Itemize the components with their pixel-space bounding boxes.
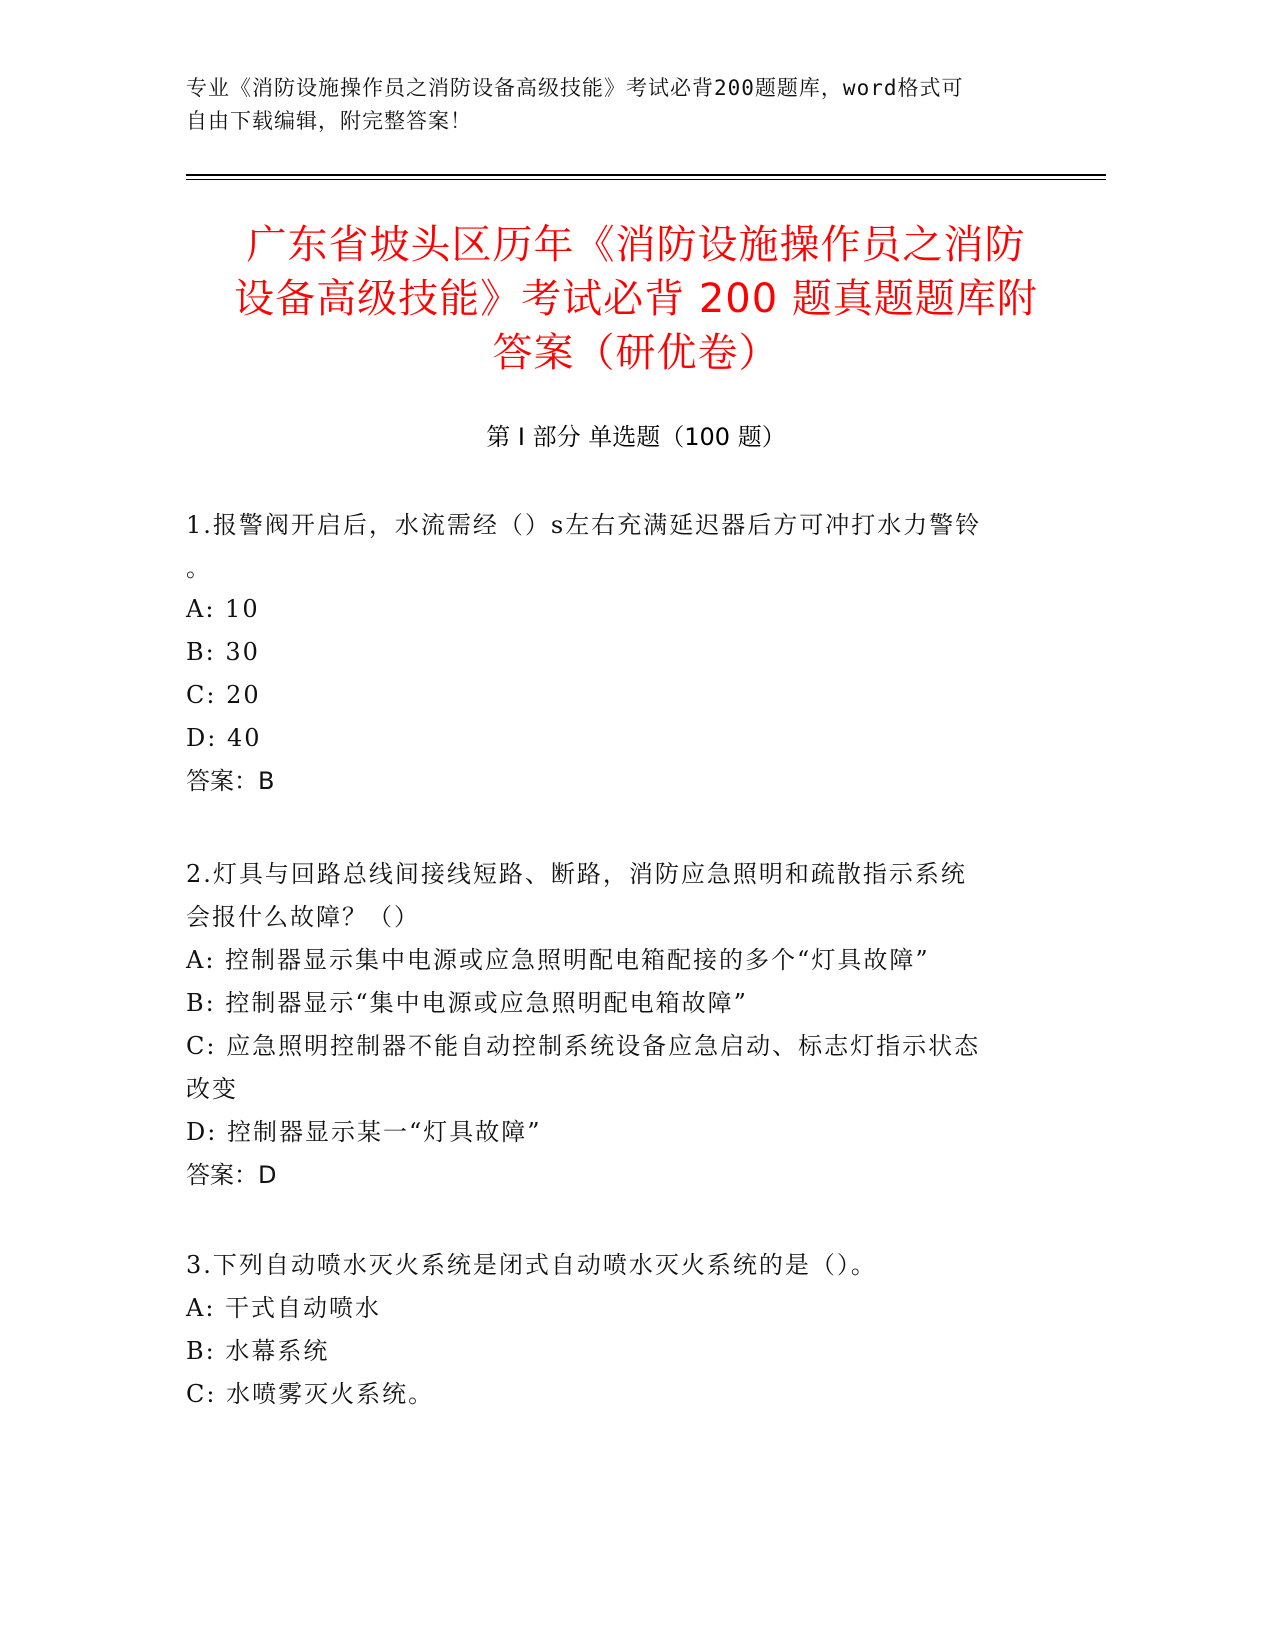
question-2: [186, 853, 1056, 1197]
option-c: C: 水喷雾灭火系统。: [186, 1380, 435, 1408]
option-d: D: 控制器显示某一“灯具故障”: [186, 1118, 542, 1146]
answer-label: 答案：B: [186, 767, 275, 795]
question-stem: 3.下列自动喷水灭火系统是闭式自动喷水灭火系统的是（）。: [186, 1251, 877, 1279]
question-stem: 2.灯具与回路总线间接线短路、断路，消防应急照明和疏散指示系统: [186, 860, 967, 888]
option-b: B: 控制器显示“集中电源或应急照明配电箱故障”: [186, 989, 748, 1017]
option-c-cont: 改变: [186, 1075, 238, 1103]
header-divider-thick: [186, 174, 1106, 176]
title-line-2: 设备高级技能》考试必背 200 题真题题库附: [234, 276, 1038, 322]
option-a: A: 控制器显示集中电源或应急照明配电箱配接的多个“灯具故障”: [186, 946, 930, 974]
question-stem-cont: 。: [186, 554, 212, 582]
question-3: [186, 1244, 1056, 1416]
title-line-3: 答案（研优卷）: [492, 330, 780, 376]
document-title: [186, 218, 1086, 380]
answer-label: 答案：D: [186, 1161, 277, 1189]
document-header: [186, 72, 1066, 138]
section-heading: 第 I 部分 单选题（100 题）: [486, 423, 786, 451]
question-stem: 1.报警阀开启后，水流需经（）s左右充满延迟器后方可冲打水力警铃: [186, 511, 982, 539]
header-line-2: 自由下载编辑，附完整答案！: [186, 109, 472, 133]
option-a: A: 10: [186, 595, 260, 623]
option-c: C: 应急照明控制器不能自动控制系统设备应急启动、标志灯指示状态: [186, 1032, 981, 1060]
option-b: B: 水幕系统: [186, 1337, 330, 1365]
option-d: D: 40: [186, 724, 262, 752]
question-stem-cont: 会报什么故障？（）: [186, 903, 420, 931]
question-1: [186, 502, 1056, 803]
option-a: A: 干式自动喷水: [186, 1294, 382, 1322]
header-divider-thin: [186, 179, 1106, 180]
header-line-1: 专业《消防设施操作员之消防设备高级技能》考试必背200题题库，word格式可: [186, 76, 964, 100]
option-c: C: 20: [186, 681, 261, 709]
option-b: B: 30: [186, 638, 260, 666]
title-line-1: 广东省坡头区历年《消防设施操作员之消防: [246, 222, 1026, 268]
